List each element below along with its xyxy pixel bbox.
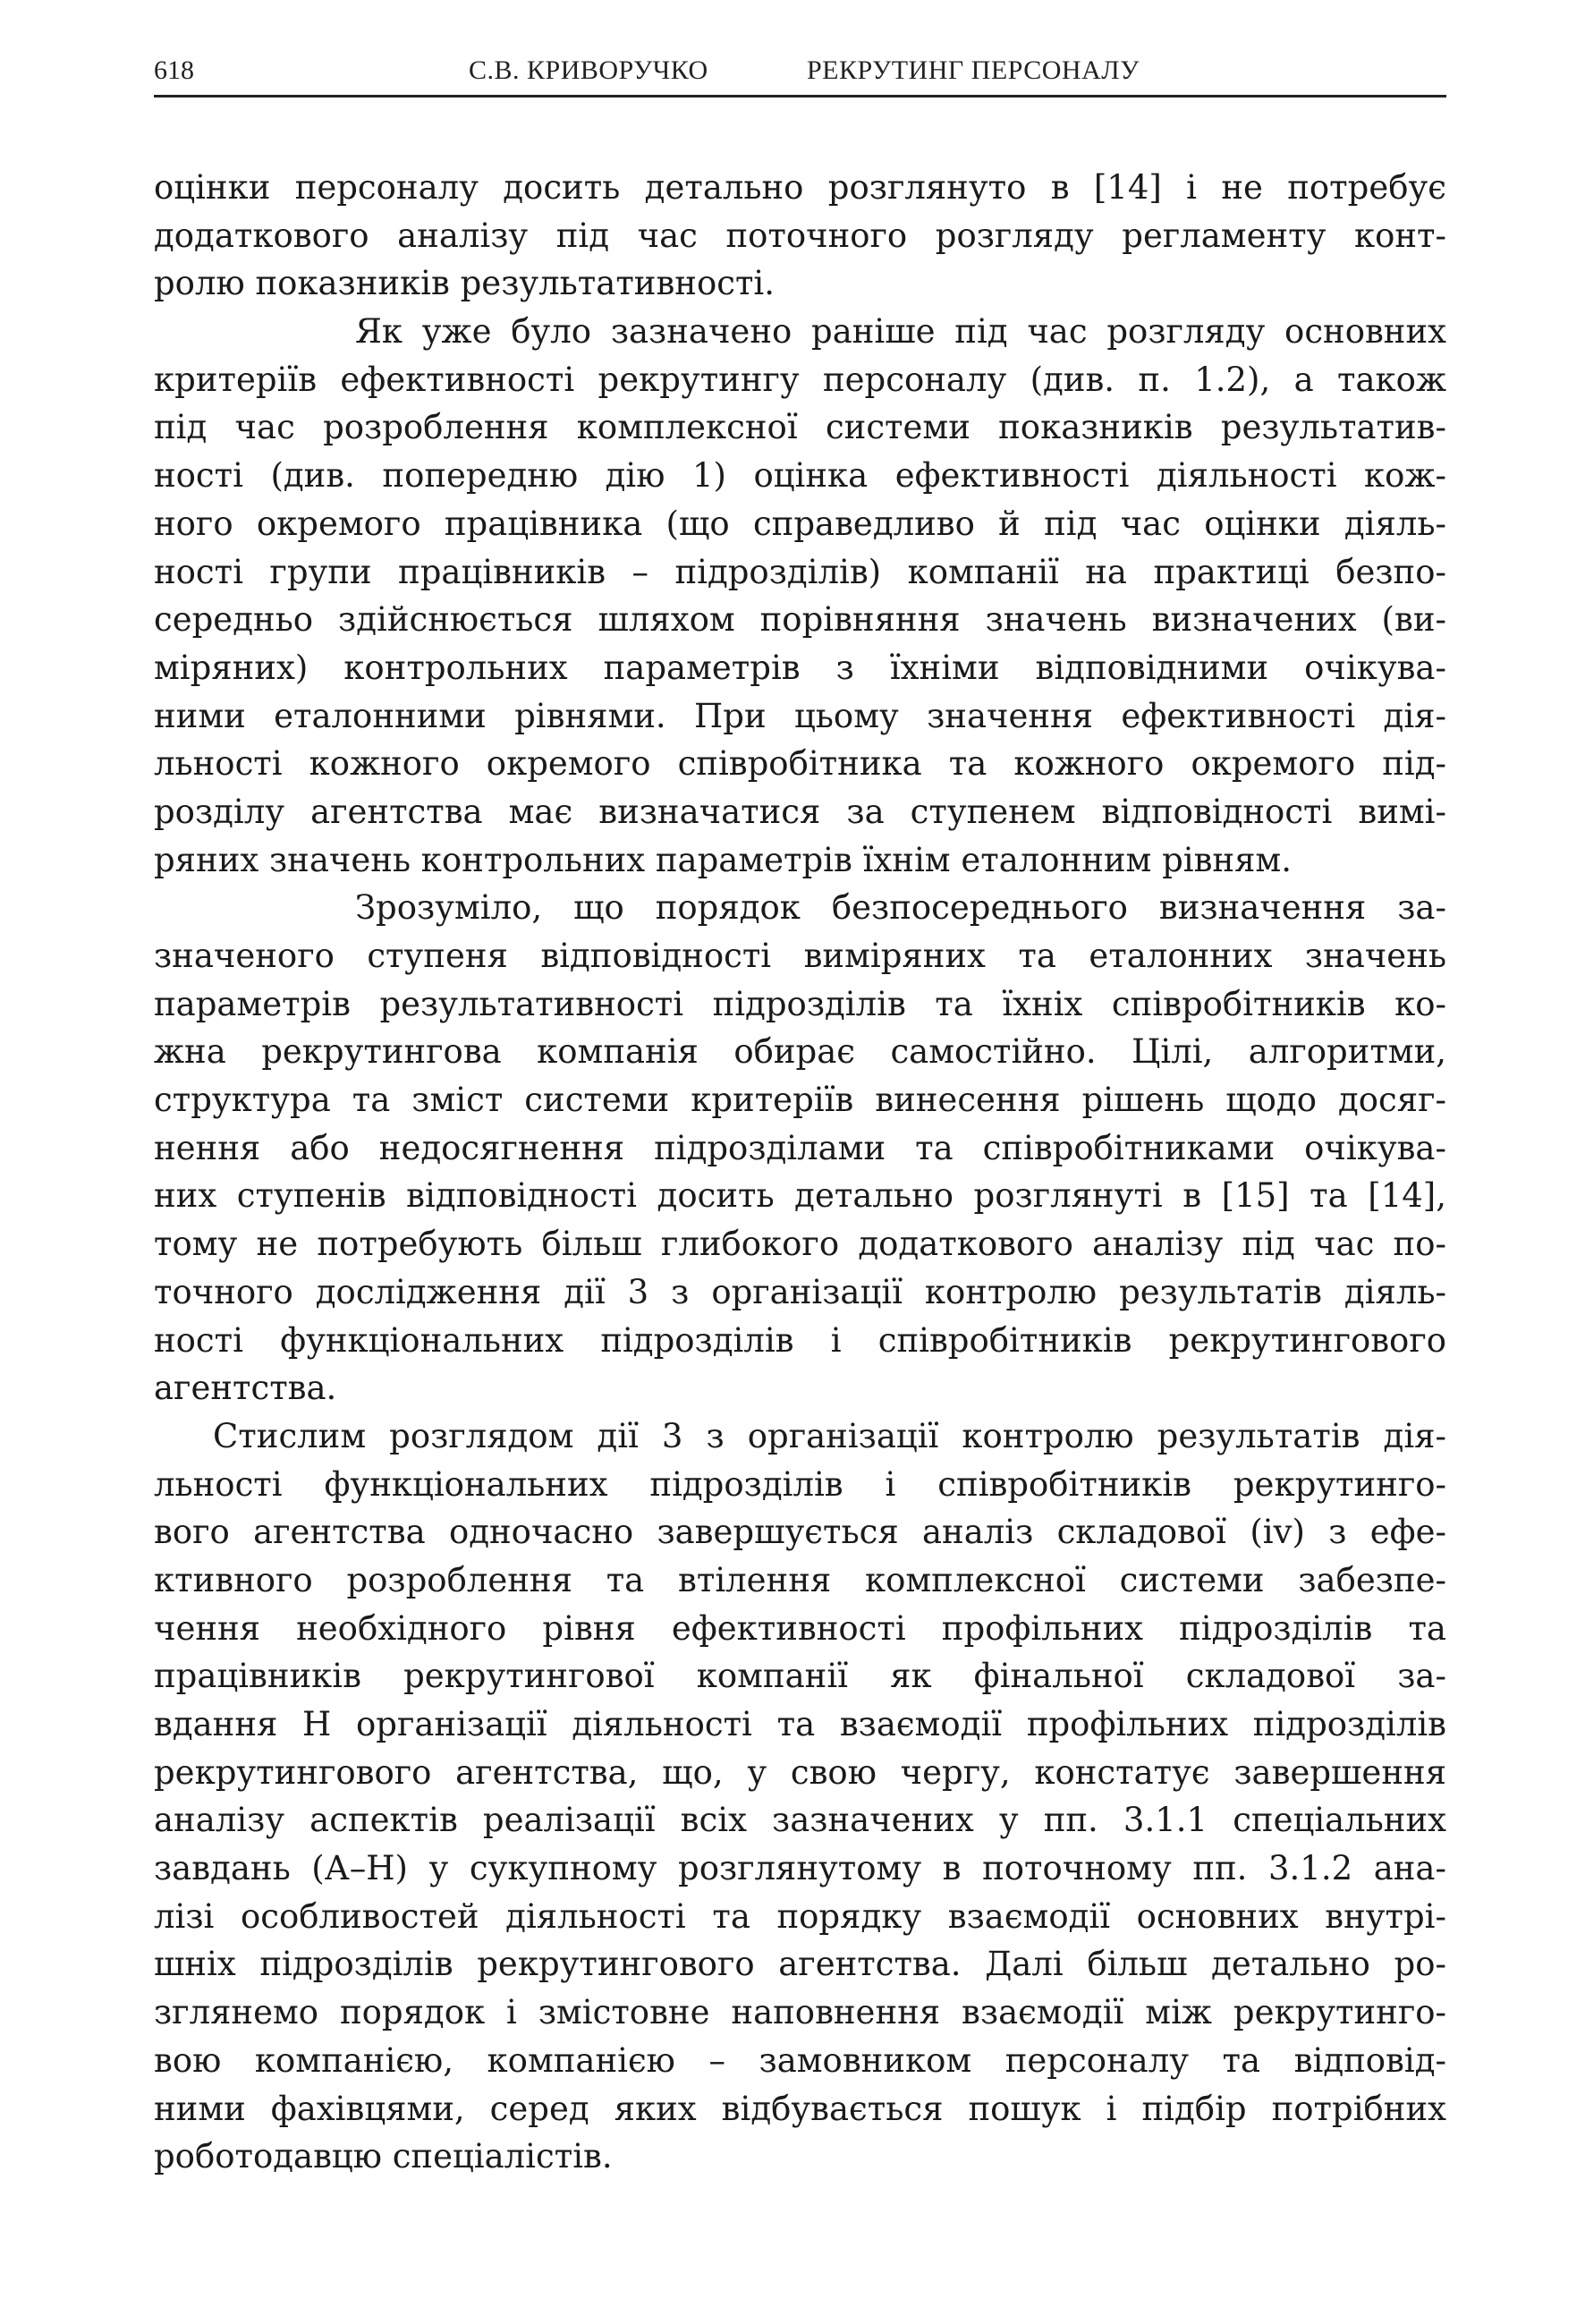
page-body — [154, 164, 1446, 2181]
text-line: жна рекрутингова компанія обирає самостійно. Цілі, алгоритми, — [154, 1032, 1446, 1072]
text-line: вдання Н організації діяльності та взаємодії профільних підрозділів — [154, 1705, 1446, 1743]
text-line: тому не потребують більш глибокого додаткового аналізу під час по- — [154, 1225, 1446, 1264]
text-line: нення або недосягнення підрозділами та співробітниками очікува- — [154, 1128, 1446, 1167]
text-line: роботодавцю спеціалістів. — [154, 2137, 613, 2176]
text-line: ності (див. попередню дію 1) оцінка ефективності діяльності кож- — [154, 456, 1446, 496]
text-line: льності функціональних підрозділів і співробітників рекрутинго- — [154, 1464, 1446, 1504]
text-line: ролю показників результативності. — [154, 264, 776, 303]
text-line: додаткового аналізу під час поточного розгляду регламенту конт- — [154, 216, 1446, 255]
text-line: аналізу аспектів реалізації всіх зазначених у пп. 3.1.1 спеціальних — [154, 1801, 1446, 1840]
text-line: зглянемо порядок і змістовне наповнення взаємодії між рекрутинго- — [154, 1993, 1446, 2032]
text-line: завдань (А–Н) у сукупному розглянутому в поточному пп. 3.1.2 ана- — [154, 1849, 1446, 1888]
running-header — [154, 48, 1446, 98]
text-line: ними фахівцями, серед яких відбувається пошук і підбір потрібних — [154, 2089, 1446, 2128]
text-line: лізі особливостей діяльності та порядку взаємодії основних внутрі- — [154, 1896, 1446, 1936]
text-line: працівників рекрутингової компанії як фінальної складової за- — [154, 1657, 1446, 1696]
text-line: них ступенів відповідності досить детально розглянуті в [15] та [14], — [154, 1176, 1446, 1216]
text-line: оцінки персоналу досить детально розглянуто в [14] і не потребує — [154, 168, 1446, 207]
text-line: точного дослідження дії 3 з організації контролю результатів діяль- — [154, 1272, 1446, 1311]
text-line: вою компанією, компанією – замовником персоналу та відповід- — [154, 2040, 1446, 2080]
text-line: шніх підрозділів рекрутингового агентства. Далі більш детально ро- — [154, 1945, 1446, 1984]
header-title: РЕКРУТИНГ ПЕРСОНАЛУ — [807, 55, 1140, 85]
page-number: 618 — [154, 55, 194, 85]
text-line: критеріїв ефективності рекрутингу персоналу (див. п. 1.2), а також — [154, 360, 1446, 399]
text-line: вого агентства одночасно завершується аналіз складової (iv) з ефе- — [154, 1513, 1446, 1552]
text-line: чення необхідного рівня ефективності профільних підрозділів та — [154, 1608, 1446, 1648]
text-line: Стислим розглядом дії 3 з організації контролю результатів дія- — [213, 1416, 1446, 1455]
text-line: Зрозуміло, що порядок безпосереднього визначення за- — [355, 888, 1446, 928]
text-line: агентства. — [154, 1369, 337, 1408]
text-line: середньо здійснюється шляхом порівняння значень визначених (ви- — [154, 600, 1446, 640]
text-line: параметрів результативності підрозділів та їхніх співробітників ко- — [154, 984, 1446, 1023]
text-line: ряних значень контрольних параметрів їхнім еталонним рівням. — [154, 840, 1292, 879]
text-line: під час розроблення комплексної системи показників результатив- — [154, 408, 1446, 447]
text-line: ності групи працівників – підрозділів) компанії на практиці безпо- — [154, 552, 1446, 591]
text-line: ними еталонними рівнями. При цьому значення ефективності дія- — [154, 696, 1446, 735]
text-line: значеного ступеня відповідності виміряних та еталонних значень — [154, 937, 1446, 975]
text-line: ктивного розроблення та втілення комплексної системи забезпе- — [154, 1560, 1446, 1599]
text-line: Як уже було зазначено раніше під час розгляду основних — [355, 312, 1446, 352]
header-author: С.В. КРИВОРУЧКО — [469, 55, 708, 85]
text-line: ного окремого працівника (що справедливо й під час оцінки діяль- — [154, 504, 1446, 543]
text-line: міряних) контрольних параметрів з їхніми відповідними очікува- — [154, 648, 1446, 687]
text-line: льності кожного окремого співробітника та кожного окремого під- — [154, 744, 1446, 784]
text-line: структура та зміст системи критеріїв винесення рішень щодо досяг- — [154, 1081, 1446, 1120]
text-line: ності функціональних підрозділів і співробітників рекрутингового — [154, 1320, 1446, 1360]
text-line: рекрутингового агентства, що, у свою чергу, констатує завершення — [154, 1752, 1446, 1792]
text-line: розділу агентства має визначатися за ступенем відповідності вимі- — [154, 792, 1446, 831]
